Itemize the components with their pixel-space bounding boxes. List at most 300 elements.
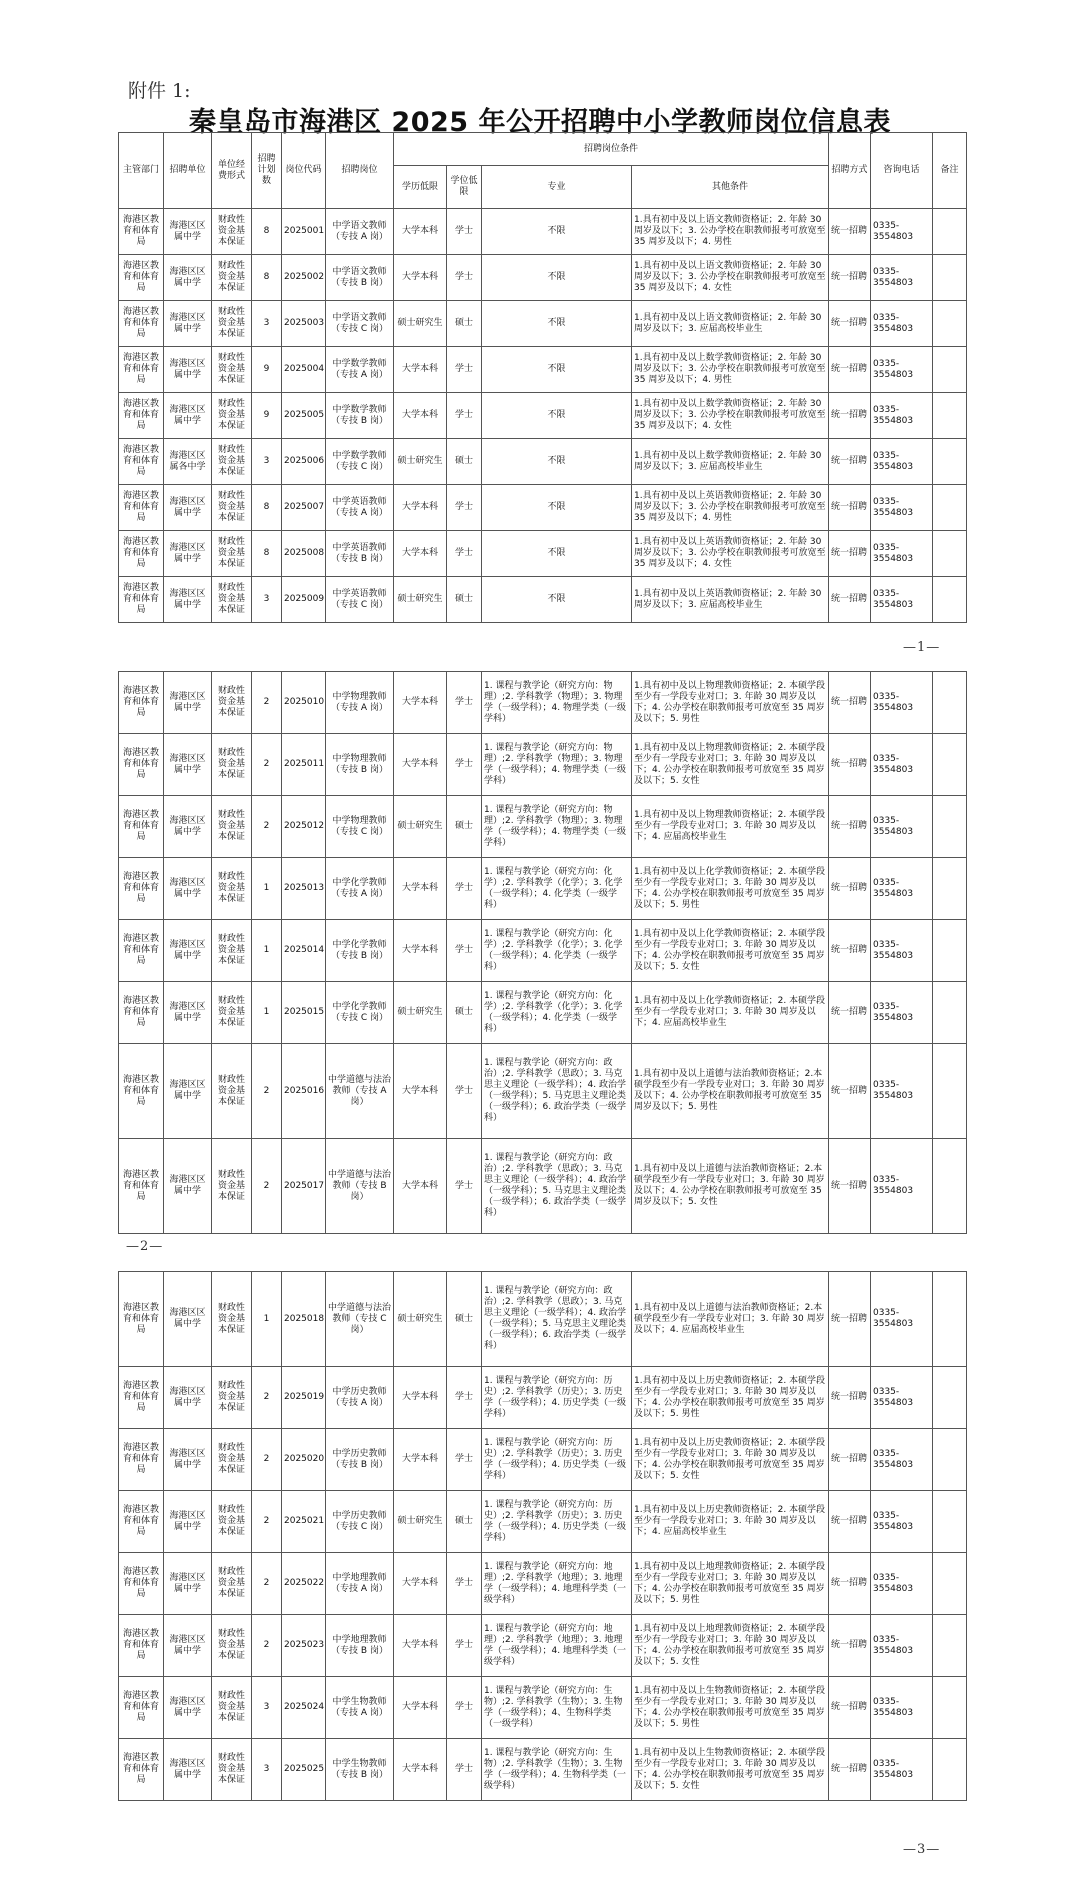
cell-dept: 海港区教育和体育局 (119, 255, 164, 301)
cell-major: 1. 课程与教学论（研究方向：地理）;2. 学科教学（地理）；3. 地理学（一级学科）；4. 地理科学类（一级学科） (482, 1615, 632, 1677)
cell-major: 1. 课程与教学论（研究方向：化学）;2. 学科教学（化学）；3. 化学（一级学科）；4. 化学类（一级学科） (482, 982, 632, 1044)
cell-degree: 学士 (447, 858, 482, 920)
cell-unit: 海港区区属中学 (164, 393, 212, 439)
cell-post: 中学数学教师（专技 C 岗） (326, 439, 394, 485)
table-row (119, 1677, 967, 1739)
header-plan: 招聘计划数 (252, 133, 282, 209)
cell-phone: 0335-3554803 (871, 1677, 933, 1739)
cell-code: 2025024 (282, 1677, 326, 1739)
cell-plan: 2 (252, 1429, 282, 1491)
cell-method: 统一招聘 (829, 209, 871, 255)
cell-dept: 海港区教育和体育局 (119, 1491, 164, 1553)
cell-edu: 大学本科 (394, 1367, 447, 1429)
cell-edu: 大学本科 (394, 858, 447, 920)
cell-code: 2025019 (282, 1367, 326, 1429)
cell-method: 统一招聘 (829, 1739, 871, 1801)
cell-plan: 9 (252, 393, 282, 439)
cell-unit: 海港区区属中学 (164, 485, 212, 531)
cell-method: 统一招聘 (829, 1429, 871, 1491)
cell-edu: 大学本科 (394, 1429, 447, 1491)
cell-code: 2025020 (282, 1429, 326, 1491)
cell-note (933, 1615, 967, 1677)
cell-note (933, 858, 967, 920)
cell-other: 1.具有初中及以上化学教师资格证；2. 本硕学段至少有一学段专业对口；3. 年龄 30 周岁及以下；4. 应届高校毕业生 (632, 982, 829, 1044)
cell-other: 1.具有初中及以上语文教师资格证；2. 年龄 30 周岁及以下；3. 公办学校在职教师报考可放宽至 35 周岁及以下；4. 男性 (632, 209, 829, 255)
cell-unit: 海港区区属中学 (164, 1429, 212, 1491)
cell-post: 中学生物教师（专技 A 岗） (326, 1677, 394, 1739)
cell-plan: 1 (252, 920, 282, 982)
cell-dept: 海港区教育和体育局 (119, 1429, 164, 1491)
cell-plan: 3 (252, 577, 282, 623)
cell-note (933, 796, 967, 858)
cell-post: 中学物理教师（专技 C 岗） (326, 796, 394, 858)
annex-label: 附件 1: (128, 80, 191, 102)
cell-phone: 0335-3554803 (871, 1429, 933, 1491)
cell-other: 1.具有初中及以上道德与法治教师资格证；2.本硕学段至少有一学段专业对口；3. 年龄 30 周岁及以下；4. 公办学校在职教师报考可放宽至 35 周岁及以下；5. 男性 (632, 1044, 829, 1139)
cell-major: 1. 课程与教学论（研究方向：历史）;2. 学科教学（历史）；3. 历史学（一级学科）；4. 历史学类（一级学科） (482, 1491, 632, 1553)
cell-degree: 学士 (447, 672, 482, 734)
cell-unit: 海港区区属中学 (164, 209, 212, 255)
cell-unit: 海港区区属中学 (164, 982, 212, 1044)
table-row (119, 301, 967, 347)
cell-edu: 大学本科 (394, 1139, 447, 1234)
cell-major: 1. 课程与教学论（研究方向：政治）;2. 学科教学（思政）；3. 马克思主义理论（一级学科）；4. 政治学（一级学科）；5. 马克思主义理论类（一级学科）；6. 政治学类（一级学科） (482, 1139, 632, 1234)
cell-unit: 海港区区属中学 (164, 734, 212, 796)
cell-unit: 海港区区属中学 (164, 796, 212, 858)
cell-major: 不限 (482, 439, 632, 485)
cell-plan: 3 (252, 1677, 282, 1739)
cell-fund: 财政性资金基本保证 (212, 209, 252, 255)
header-degree: 学位低限 (447, 166, 482, 209)
cell-fund: 财政性资金基本保证 (212, 796, 252, 858)
cell-major: 不限 (482, 485, 632, 531)
cell-plan: 2 (252, 1139, 282, 1234)
cell-fund: 财政性资金基本保证 (212, 347, 252, 393)
cell-fund: 财政性资金基本保证 (212, 1367, 252, 1429)
cell-dept: 海港区教育和体育局 (119, 1739, 164, 1801)
cell-major: 不限 (482, 347, 632, 393)
cell-method: 统一招聘 (829, 796, 871, 858)
table-body (119, 209, 967, 623)
cell-post: 中学历史教师（专技 B 岗） (326, 1429, 394, 1491)
cell-fund: 财政性资金基本保证 (212, 1044, 252, 1139)
table-row (119, 982, 967, 1044)
recruitment-table-page-2 (118, 671, 967, 1234)
cell-degree: 学士 (447, 734, 482, 796)
cell-unit: 海港区区属中学 (164, 347, 212, 393)
cell-other: 1.具有初中及以上语文教师资格证；2. 年龄 30 周岁及以下；3. 公办学校在职教师报考可放宽至 35 周岁及以下；4. 女性 (632, 255, 829, 301)
cell-method: 统一招聘 (829, 485, 871, 531)
cell-other: 1.具有初中及以上数学教师资格证；2. 年龄 30 周岁及以下；3. 公办学校在职教师报考可放宽至 35 周岁及以下；4. 男性 (632, 347, 829, 393)
cell-degree: 学士 (447, 1139, 482, 1234)
cell-note (933, 672, 967, 734)
cell-other: 1.具有初中及以上化学教师资格证；2. 本硕学段至少有一学段专业对口；3. 年龄 30 周岁及以下；4. 公办学校在职教师报考可放宽至 35 周岁及以下；5. 女性 (632, 920, 829, 982)
cell-unit: 海港区区属中学 (164, 858, 212, 920)
cell-code: 2025015 (282, 982, 326, 1044)
cell-fund: 财政性资金基本保证 (212, 982, 252, 1044)
table-row (119, 1139, 967, 1234)
cell-post: 中学语文教师（专技 C 岗） (326, 301, 394, 347)
cell-other: 1.具有初中及以上英语教师资格证；2. 年龄 30 周岁及以下；3. 应届高校毕业生 (632, 577, 829, 623)
cell-edu: 大学本科 (394, 1553, 447, 1615)
cell-fund: 财政性资金基本保证 (212, 1139, 252, 1234)
cell-fund: 财政性资金基本保证 (212, 672, 252, 734)
cell-major: 1. 课程与教学论（研究方向：物理）;2. 学科教学（物理）；3. 物理学（一级学科）；4. 物理学类（一级学科） (482, 796, 632, 858)
cell-fund: 财政性资金基本保证 (212, 1491, 252, 1553)
cell-plan: 3 (252, 1739, 282, 1801)
cell-degree: 硕士 (447, 1272, 482, 1367)
cell-plan: 8 (252, 485, 282, 531)
cell-dept: 海港区教育和体育局 (119, 209, 164, 255)
cell-other: 1.具有初中及以上数学教师资格证；2. 年龄 30 周岁及以下；3. 公办学校在职教师报考可放宽至 35 周岁及以下；4. 女性 (632, 393, 829, 439)
cell-degree: 硕士 (447, 439, 482, 485)
cell-phone: 0335-3554803 (871, 796, 933, 858)
cell-fund: 财政性资金基本保证 (212, 1615, 252, 1677)
cell-plan: 2 (252, 1044, 282, 1139)
cell-phone: 0335-3554803 (871, 1139, 933, 1234)
cell-dept: 海港区教育和体育局 (119, 1615, 164, 1677)
cell-degree: 学士 (447, 920, 482, 982)
cell-note (933, 920, 967, 982)
table-body (119, 672, 967, 1234)
cell-fund: 财政性资金基本保证 (212, 439, 252, 485)
cell-note (933, 1367, 967, 1429)
cell-post: 中学语文教师（专技 A 岗） (326, 209, 394, 255)
cell-major: 1. 课程与教学论（研究方向：物理）;2. 学科教学（物理）；3. 物理学（一级学科）；4. 物理学类（一级学科） (482, 672, 632, 734)
cell-note (933, 1491, 967, 1553)
cell-note (933, 301, 967, 347)
cell-fund: 财政性资金基本保证 (212, 1677, 252, 1739)
cell-plan: 8 (252, 531, 282, 577)
cell-fund: 财政性资金基本保证 (212, 577, 252, 623)
cell-method: 统一招聘 (829, 1139, 871, 1234)
cell-phone: 0335-3554803 (871, 1491, 933, 1553)
cell-edu: 大学本科 (394, 255, 447, 301)
table-row (119, 255, 967, 301)
cell-edu: 硕士研究生 (394, 1491, 447, 1553)
cell-dept: 海港区教育和体育局 (119, 672, 164, 734)
table-row (119, 209, 967, 255)
cell-dept: 海港区教育和体育局 (119, 1367, 164, 1429)
cell-method: 统一招聘 (829, 1272, 871, 1367)
table-row (119, 734, 967, 796)
cell-major: 1. 课程与教学论（研究方向：化学）;2. 学科教学（化学）；3. 化学（一级学科）；4. 化学类（一级学科） (482, 858, 632, 920)
cell-note (933, 531, 967, 577)
cell-post: 中学地理教师（专技 A 岗） (326, 1553, 394, 1615)
cell-code: 2025013 (282, 858, 326, 920)
cell-major: 1. 课程与教学论（研究方向：物理）;2. 学科教学（物理）；3. 物理学（一级学科）；4. 物理学类（一级学科） (482, 734, 632, 796)
cell-code: 2025001 (282, 209, 326, 255)
page-title: 秦皇岛市海港区 2025 年公开招聘中小学教师岗位信息表 (189, 107, 891, 138)
cell-fund: 财政性资金基本保证 (212, 393, 252, 439)
table-row (119, 1491, 967, 1553)
cell-note (933, 1429, 967, 1491)
cell-post: 中学物理教师（专技 A 岗） (326, 672, 394, 734)
cell-note (933, 1677, 967, 1739)
table-row (119, 672, 967, 734)
page-number: —1— (903, 640, 941, 655)
cell-unit: 海港区区属中学 (164, 1677, 212, 1739)
cell-dept: 海港区教育和体育局 (119, 920, 164, 982)
cell-phone: 0335-3554803 (871, 209, 933, 255)
cell-unit: 海港区区属中学 (164, 1553, 212, 1615)
cell-phone: 0335-3554803 (871, 920, 933, 982)
table-row (119, 439, 967, 485)
cell-plan: 2 (252, 1553, 282, 1615)
cell-degree: 学士 (447, 209, 482, 255)
cell-phone: 0335-3554803 (871, 255, 933, 301)
cell-degree: 学士 (447, 347, 482, 393)
header-other: 其他条件 (632, 166, 829, 209)
cell-dept: 海港区教育和体育局 (119, 858, 164, 920)
cell-method: 统一招聘 (829, 1044, 871, 1139)
cell-dept: 海港区教育和体育局 (119, 301, 164, 347)
cell-other: 1.具有初中及以上历史教师资格证；2. 本硕学段至少有一学段专业对口；3. 年龄 30 周岁及以下；4. 公办学校在职教师报考可放宽至 35 周岁及以下；5. 女性 (632, 1429, 829, 1491)
cell-fund: 财政性资金基本保证 (212, 485, 252, 531)
table-row (119, 1044, 967, 1139)
cell-other: 1.具有初中及以上语文教师资格证；2. 年龄 30 周岁及以下；3. 应届高校毕业生 (632, 301, 829, 347)
header-note: 备注 (933, 133, 967, 209)
cell-plan: 2 (252, 1491, 282, 1553)
cell-method: 统一招聘 (829, 1491, 871, 1553)
cell-unit: 海港区区属中学 (164, 1139, 212, 1234)
cell-phone: 0335-3554803 (871, 734, 933, 796)
cell-fund: 财政性资金基本保证 (212, 1429, 252, 1491)
table-row (119, 1429, 967, 1491)
table-row (119, 393, 967, 439)
cell-fund: 财政性资金基本保证 (212, 1553, 252, 1615)
cell-other: 1.具有初中及以上物理教师资格证；2. 本硕学段至少有一学段专业对口；3. 年龄 30 周岁及以下；4. 公办学校在职教师报考可放宽至 35 周岁及以下；5. 女性 (632, 734, 829, 796)
cell-post: 中学道德与法治教师（专技 C 岗） (326, 1272, 394, 1367)
cell-note (933, 1272, 967, 1367)
cell-fund: 财政性资金基本保证 (212, 734, 252, 796)
cell-plan: 3 (252, 439, 282, 485)
cell-note (933, 1739, 967, 1801)
cell-code: 2025008 (282, 531, 326, 577)
cell-edu: 大学本科 (394, 485, 447, 531)
cell-plan: 1 (252, 858, 282, 920)
cell-unit: 海港区区属中学 (164, 255, 212, 301)
header-unit: 招聘单位 (164, 133, 212, 209)
cell-degree: 学士 (447, 531, 482, 577)
cell-unit: 海港区区属各中学 (164, 439, 212, 485)
cell-method: 统一招聘 (829, 531, 871, 577)
cell-post: 中学历史教师（专技 C 岗） (326, 1491, 394, 1553)
cell-plan: 3 (252, 301, 282, 347)
table-row (119, 1367, 967, 1429)
cell-degree: 学士 (447, 1615, 482, 1677)
cell-method: 统一招聘 (829, 1367, 871, 1429)
cell-code: 2025014 (282, 920, 326, 982)
cell-code: 2025003 (282, 301, 326, 347)
cell-plan: 2 (252, 672, 282, 734)
cell-method: 统一招聘 (829, 393, 871, 439)
cell-code: 2025022 (282, 1553, 326, 1615)
cell-major: 不限 (482, 255, 632, 301)
cell-unit: 海港区区属中学 (164, 1367, 212, 1429)
cell-note (933, 1139, 967, 1234)
cell-edu: 大学本科 (394, 1615, 447, 1677)
table-row (119, 1615, 967, 1677)
cell-fund: 财政性资金基本保证 (212, 858, 252, 920)
cell-edu: 硕士研究生 (394, 796, 447, 858)
cell-code: 2025025 (282, 1739, 326, 1801)
cell-dept: 海港区教育和体育局 (119, 531, 164, 577)
cell-post: 中学数学教师（专技 B 岗） (326, 393, 394, 439)
header-conditions: 招聘岗位条件 (394, 133, 829, 166)
cell-degree: 学士 (447, 1677, 482, 1739)
cell-code: 2025018 (282, 1272, 326, 1367)
cell-phone: 0335-3554803 (871, 982, 933, 1044)
cell-phone: 0335-3554803 (871, 577, 933, 623)
cell-phone: 0335-3554803 (871, 301, 933, 347)
cell-major: 1. 课程与教学论（研究方向：生物）;2. 学科教学（生物）；3. 生物学（一级学科）；4、生物科学类（一级学科） (482, 1677, 632, 1739)
cell-note (933, 485, 967, 531)
cell-degree: 硕士 (447, 982, 482, 1044)
cell-unit: 海港区区属中学 (164, 1044, 212, 1139)
cell-degree: 硕士 (447, 796, 482, 858)
cell-code: 2025011 (282, 734, 326, 796)
cell-degree: 硕士 (447, 301, 482, 347)
cell-dept: 海港区教育和体育局 (119, 485, 164, 531)
cell-method: 统一招聘 (829, 1615, 871, 1677)
cell-code: 2025002 (282, 255, 326, 301)
cell-phone: 0335-3554803 (871, 1739, 933, 1801)
table-row (119, 347, 967, 393)
cell-degree: 硕士 (447, 577, 482, 623)
header-code: 岗位代码 (282, 133, 326, 209)
cell-post: 中学数学教师（专技 A 岗） (326, 347, 394, 393)
cell-note (933, 734, 967, 796)
cell-phone: 0335-3554803 (871, 485, 933, 531)
cell-phone: 0335-3554803 (871, 1615, 933, 1677)
cell-major: 1. 课程与教学论（研究方向：生物）;2. 学科教学（生物）；3. 生物学（一级学科）；4. 生物科学类（一级学科） (482, 1739, 632, 1801)
cell-post: 中学英语教师（专技 C 岗） (326, 577, 394, 623)
cell-method: 统一招聘 (829, 347, 871, 393)
cell-degree: 学士 (447, 1429, 482, 1491)
cell-unit: 海港区区属中学 (164, 1272, 212, 1367)
cell-other: 1.具有初中及以上生物教师资格证；2. 本硕学段至少有一学段专业对口；3. 年龄 30 周岁及以下；4. 公办学校在职教师报考可放宽至 35 周岁及以下；5. 女性 (632, 1739, 829, 1801)
cell-edu: 大学本科 (394, 531, 447, 577)
table-row (119, 858, 967, 920)
cell-other: 1.具有初中及以上地理教师资格证；2. 本硕学段至少有一学段专业对口；3. 年龄 30 周岁及以下；4. 公办学校在职教师报考可放宽至 35 周岁及以下；5. 女性 (632, 1615, 829, 1677)
cell-major: 不限 (482, 209, 632, 255)
cell-degree: 学士 (447, 1553, 482, 1615)
cell-note (933, 1553, 967, 1615)
cell-dept: 海港区教育和体育局 (119, 982, 164, 1044)
cell-plan: 2 (252, 1615, 282, 1677)
cell-dept: 海港区教育和体育局 (119, 347, 164, 393)
cell-edu: 大学本科 (394, 347, 447, 393)
cell-method: 统一招聘 (829, 301, 871, 347)
table-row (119, 531, 967, 577)
cell-major: 1. 课程与教学论（研究方向：历史）;2. 学科教学（历史）；3. 历史学（一级学科）；4. 历史学类（一级学科） (482, 1429, 632, 1491)
cell-method: 统一招聘 (829, 672, 871, 734)
cell-code: 2025023 (282, 1615, 326, 1677)
cell-method: 统一招聘 (829, 858, 871, 920)
cell-dept: 海港区教育和体育局 (119, 577, 164, 623)
cell-unit: 海港区区属中学 (164, 1491, 212, 1553)
cell-degree: 学士 (447, 255, 482, 301)
cell-phone: 0335-3554803 (871, 858, 933, 920)
cell-unit: 海港区区属中学 (164, 920, 212, 982)
cell-edu: 硕士研究生 (394, 577, 447, 623)
cell-phone: 0335-3554803 (871, 531, 933, 577)
cell-major: 不限 (482, 301, 632, 347)
table-row (119, 920, 967, 982)
cell-edu: 大学本科 (394, 672, 447, 734)
cell-degree: 学士 (447, 393, 482, 439)
cell-dept: 海港区教育和体育局 (119, 796, 164, 858)
cell-other: 1.具有初中及以上英语教师资格证；2. 年龄 30 周岁及以下；3. 公办学校在职教师报考可放宽至 35 周岁及以下；4. 男性 (632, 485, 829, 531)
cell-other: 1.具有初中及以上物理教师资格证；2. 本硕学段至少有一学段专业对口；3. 年龄 30 周岁及以下；4. 公办学校在职教师报考可放宽至 35 周岁及以下；5. 男性 (632, 672, 829, 734)
cell-note (933, 209, 967, 255)
cell-note (933, 1044, 967, 1139)
cell-code: 2025007 (282, 485, 326, 531)
cell-method: 统一招聘 (829, 734, 871, 796)
cell-fund: 财政性资金基本保证 (212, 920, 252, 982)
cell-code: 2025004 (282, 347, 326, 393)
cell-post: 中学英语教师（专技 B 岗） (326, 531, 394, 577)
page-number: —3— (903, 1842, 941, 1857)
cell-edu: 硕士研究生 (394, 439, 447, 485)
cell-post: 中学道德与法治教师（专技 A 岗） (326, 1044, 394, 1139)
cell-post: 中学道德与法治教师（专技 B 岗） (326, 1139, 394, 1234)
cell-other: 1.具有初中及以上化学教师资格证；2. 本硕学段至少有一学段专业对口；3. 年龄 30 周岁及以下；4. 公办学校在职教师报考可放宽至 35 周岁及以下；5. 男性 (632, 858, 829, 920)
header-dept: 主管部门 (119, 133, 164, 209)
table-row (119, 796, 967, 858)
cell-plan: 2 (252, 796, 282, 858)
cell-method: 统一招聘 (829, 255, 871, 301)
cell-method: 统一招聘 (829, 920, 871, 982)
cell-fund: 财政性资金基本保证 (212, 301, 252, 347)
cell-edu: 大学本科 (394, 1739, 447, 1801)
cell-edu: 大学本科 (394, 920, 447, 982)
cell-method: 统一招聘 (829, 439, 871, 485)
cell-method: 统一招聘 (829, 1677, 871, 1739)
cell-dept: 海港区教育和体育局 (119, 1044, 164, 1139)
table-body (119, 1272, 967, 1801)
cell-code: 2025012 (282, 796, 326, 858)
cell-dept: 海港区教育和体育局 (119, 1677, 164, 1739)
cell-note (933, 255, 967, 301)
cell-plan: 1 (252, 1272, 282, 1367)
cell-edu: 大学本科 (394, 209, 447, 255)
cell-edu: 大学本科 (394, 1044, 447, 1139)
cell-other: 1.具有初中及以上历史教师资格证；2. 本硕学段至少有一学段专业对口；3. 年龄 30 周岁及以下；4. 应届高校毕业生 (632, 1491, 829, 1553)
cell-code: 2025006 (282, 439, 326, 485)
cell-dept: 海港区教育和体育局 (119, 1139, 164, 1234)
cell-plan: 9 (252, 347, 282, 393)
cell-major: 不限 (482, 393, 632, 439)
cell-method: 统一招聘 (829, 982, 871, 1044)
cell-edu: 大学本科 (394, 393, 447, 439)
cell-phone: 0335-3554803 (871, 1367, 933, 1429)
cell-phone: 0335-3554803 (871, 672, 933, 734)
cell-post: 中学语文教师（专技 B 岗） (326, 255, 394, 301)
cell-dept: 海港区教育和体育局 (119, 439, 164, 485)
cell-major: 1. 课程与教学论（研究方向：政治）;2. 学科教学（思政）；3. 马克思主义理论（一级学科）；4. 政治学（一级学科）；5. 马克思主义理论类（一级学科）；6. 政治学类（一级学科） (482, 1044, 632, 1139)
cell-post: 中学地理教师（专技 B 岗） (326, 1615, 394, 1677)
cell-unit: 海港区区属中学 (164, 1615, 212, 1677)
cell-major: 1. 课程与教学论（研究方向：化学）;2. 学科教学（化学）；3. 化学（一级学科）；4. 化学类（一级学科） (482, 920, 632, 982)
cell-post: 中学物理教师（专技 B 岗） (326, 734, 394, 796)
header-fund: 单位经费形式 (212, 133, 252, 209)
cell-fund: 财政性资金基本保证 (212, 1272, 252, 1367)
cell-dept: 海港区教育和体育局 (119, 393, 164, 439)
header-phone: 咨询电话 (871, 133, 933, 209)
header-method: 招聘方式 (829, 133, 871, 209)
